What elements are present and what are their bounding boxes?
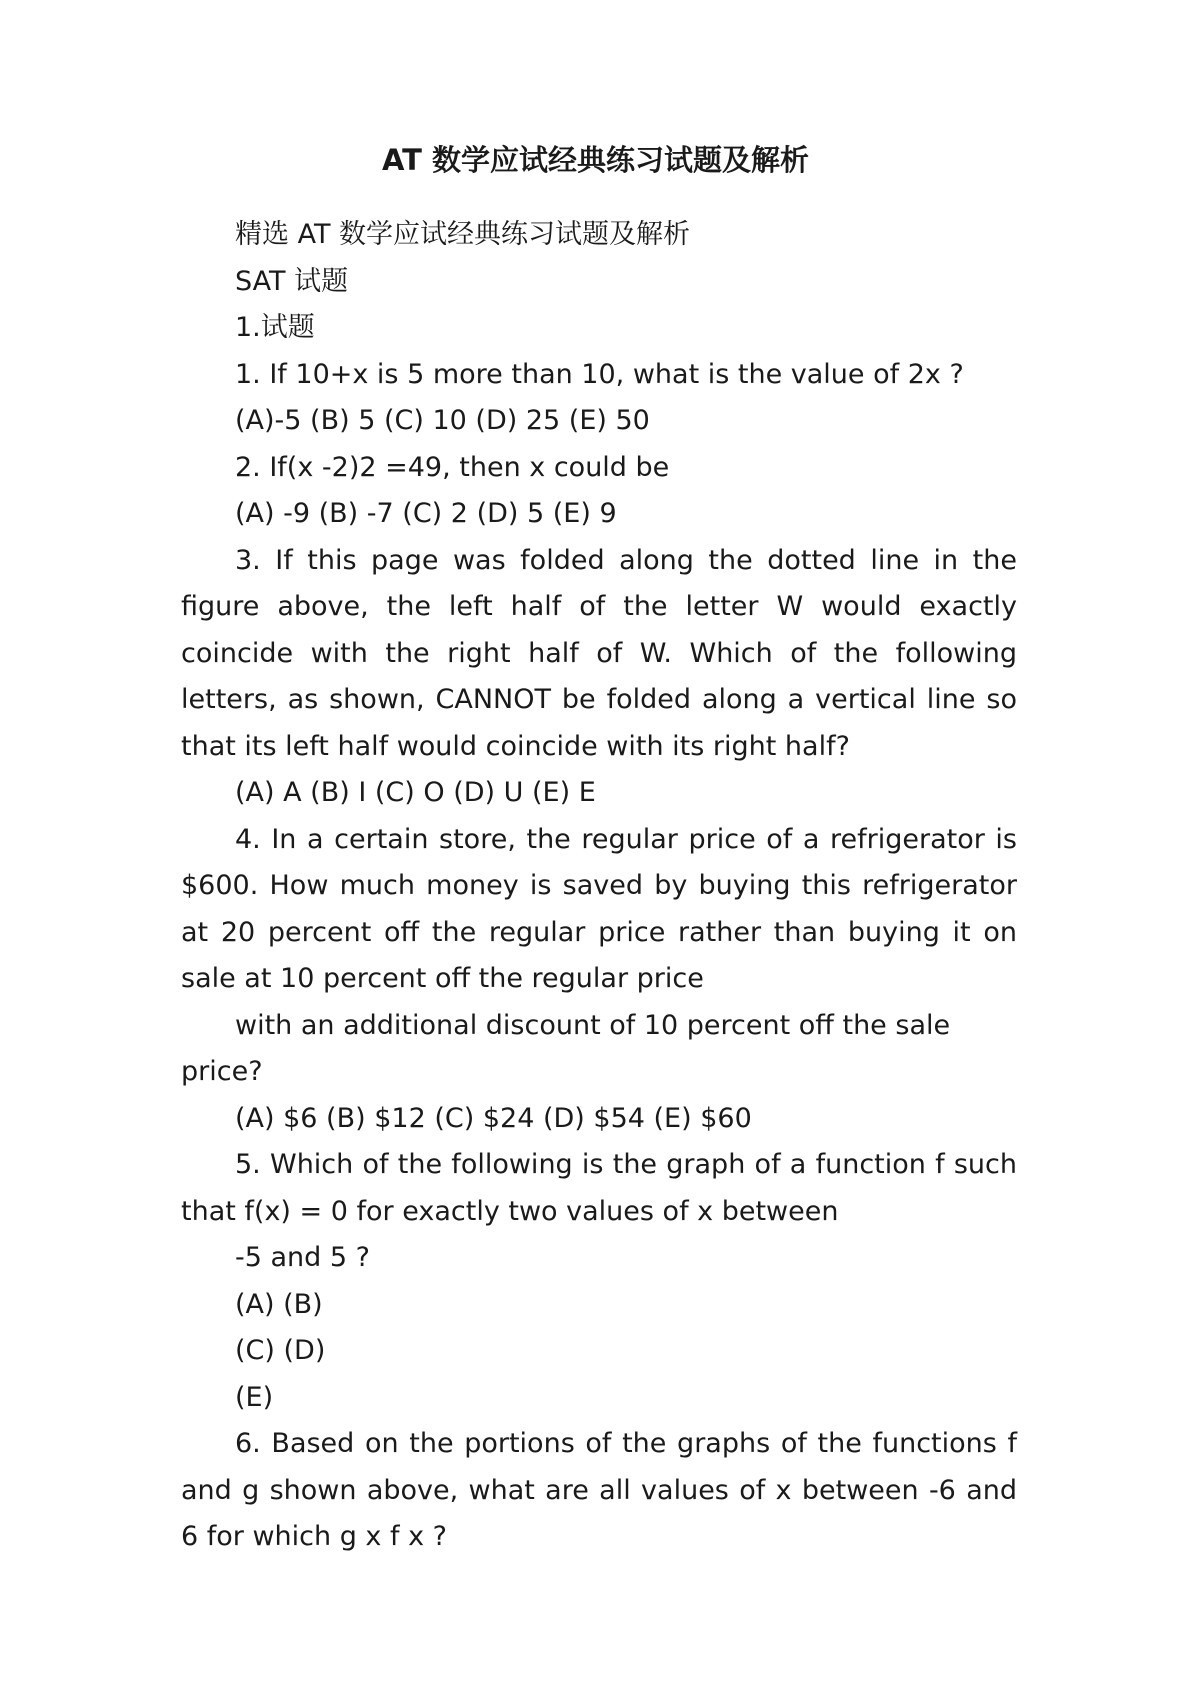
- question-5-options-ab: (A) (B): [235, 1288, 323, 1320]
- question-5-options-e: (E): [235, 1381, 274, 1413]
- question-1: 1. If 10+x is 5 more than 10, what is the value of 2x ?: [235, 358, 964, 390]
- question-4: 4. In a certain store, the regular price of a refrigerator is $600. How much money is saved by buying this refrigerator at 20 percent off the regular price rather than buying it on sale at 10 percent off the regular price: [181, 823, 1017, 994]
- paragraph-subsection-heading: 1.试题: [235, 312, 315, 343]
- question-5-options-cd: (C) (D): [235, 1335, 326, 1366]
- question-1-options: (A)-5 (B) 5 (C) 10 (D) 25 (E) 50: [235, 405, 650, 436]
- paragraph-subtitle: 精选 AT 数学应试经典练习试题及解析: [235, 219, 691, 250]
- question-2: 2. If(x -2)2 =49, then x could be: [235, 451, 670, 483]
- question-6: 6. Based on the portions of the graphs of the functions f and g shown above, what are all values of x between -6 and 6 for which g x f x ?: [181, 1428, 1017, 1552]
- question-4-options: (A) $6 (B) $12 (C) $24 (D) $54 (E) $60: [235, 1102, 752, 1134]
- question-2-options: (A) -9 (B) -7 (C) 2 (D) 5 (E) 9: [235, 498, 617, 529]
- question-5-continued: -5 and 5 ?: [235, 1242, 370, 1273]
- paragraph-section-heading: SAT 试题: [235, 265, 349, 297]
- question-4-continued: with an additional discount of 10 percent off the sale price?: [181, 1009, 951, 1087]
- question-5: 5. Which of the following is the graph of a function f such that f(x) = 0 for exactly two values of x between: [181, 1149, 1017, 1227]
- question-3-options: (A) A (B) I (C) O (D) U (E) E: [235, 777, 596, 808]
- question-3: 3. If this page was folded along the dotted line in the figure above, the left half of the letter W would exactly coincide with the right half of W. Which of the following letters, as shown, CANNOT be folded along a vertical line so that its left half would coincide with its right half?: [181, 544, 1017, 762]
- document-title: AT 数学应试经典练习试题及解析: [381, 143, 810, 177]
- document-body: [181, 212, 1017, 1561]
